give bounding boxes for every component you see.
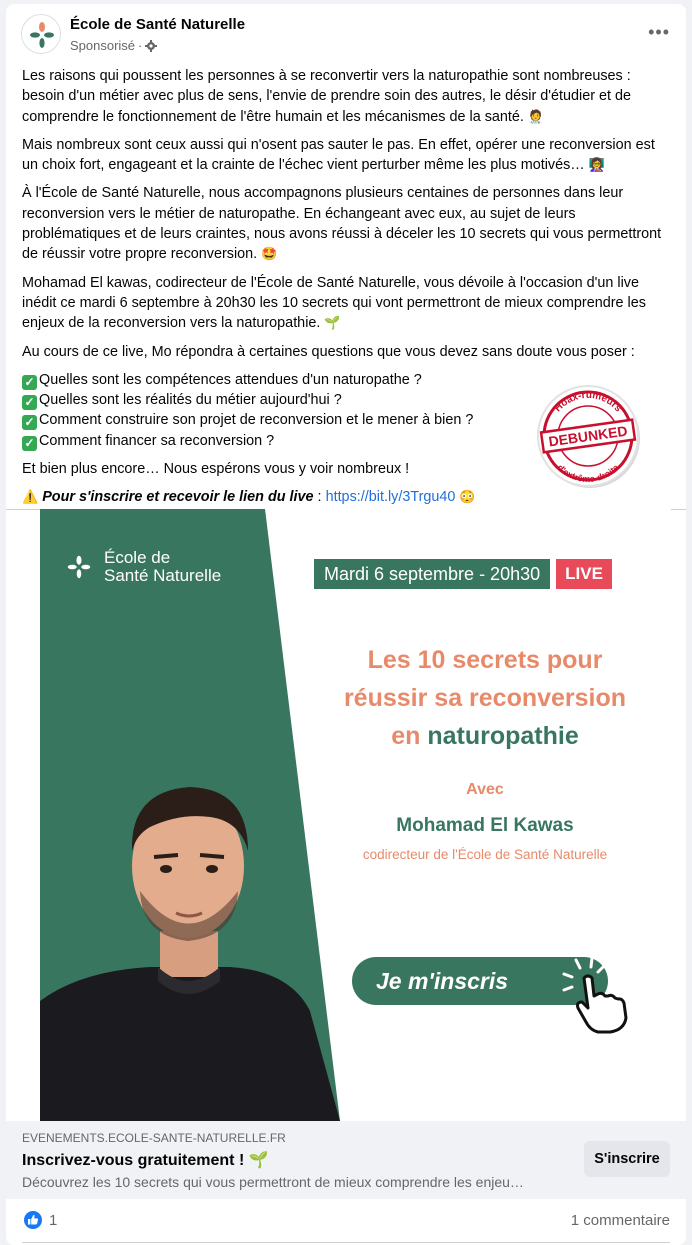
link-domain: EVENEMENTS.ECOLE-SANTE-NATURELLE.FR <box>22 1131 286 1145</box>
pointing-hand-icon <box>558 954 640 1036</box>
question-text: Quelles sont les compétences attendues d'un naturopathe ? <box>39 371 422 388</box>
person-emoji-icon: 🧑‍⚕️ <box>527 108 545 124</box>
page-name[interactable]: École de Santé Naturelle <box>70 16 246 33</box>
page-avatar[interactable] <box>21 14 61 54</box>
headline-line: Les 10 secrets pour <box>367 646 603 674</box>
seedling-emoji-icon: 🌱 <box>324 315 341 331</box>
sponsored-label[interactable]: Sponsorisé <box>70 38 136 53</box>
question-text: Comment financer sa reconversion ? <box>39 432 275 449</box>
post-paragraph <box>22 183 674 264</box>
more-options-icon[interactable]: ••• <box>648 22 670 42</box>
ad-brand-text <box>104 549 244 585</box>
cta-signup-button[interactable]: Je m'inscris <box>352 957 608 1005</box>
post-meta <box>70 38 157 53</box>
post-paragraph <box>22 273 674 334</box>
signup-button[interactable]: S'inscrire <box>584 1141 670 1177</box>
event-date <box>314 559 612 589</box>
ad-brand <box>64 549 244 585</box>
paragraph-text: Mohamad El kawas, codirecteur de l'École de Santé Naturelle, vous dévoile à l'occasion d'un live inédit ce mardi 6 septembre à 20h30 les 10 secrets qui vont permettront de mieux comprendre les enjeux de la reconversion vers la naturopathie. <box>22 274 646 332</box>
event-date-text: Mardi 6 septembre - 20h30 <box>314 559 550 589</box>
paragraph-text: À l'École de Santé Naturelle, nous accompagnons plusieurs centaines de personnes dans leur reconversion vers le métier de naturopathe. En échangeant avec eux, au sujet de leurs problématiques et de leurs craintes, nous avons réussi à déceler les 10 secrets qui vous permettront de réussir votre propre reconversion. <box>22 185 662 263</box>
link-title[interactable] <box>22 1150 269 1170</box>
person-emoji-icon: 👩‍🏫 <box>588 157 605 173</box>
question-text: Comment construire son projet de reconversion et le mener à bien ? <box>39 412 474 429</box>
closing-paragraph: Et bien plus encore… Nous espérons vous y voir nombreux ! <box>22 461 410 478</box>
stamp-center-text: DEBUNKED <box>547 422 629 450</box>
debunked-stamp <box>532 380 644 492</box>
warning-icon: ⚠️ <box>22 489 39 505</box>
signup-separator: : <box>313 489 326 506</box>
avec-label: Avec <box>466 781 504 798</box>
question-item <box>22 433 274 449</box>
leaf-logo-icon <box>64 552 94 582</box>
question-item <box>22 372 422 388</box>
thumbs-up-icon <box>24 1211 42 1229</box>
speaker-photo <box>40 771 340 1121</box>
seedling-emoji-icon: 🌱 <box>248 1152 269 1169</box>
link-title-text: Inscrivez-vous gratuitement ! <box>22 1152 245 1169</box>
headline-line <box>320 717 650 755</box>
signup-link[interactable]: https://bit.ly/3Trgu40 <box>325 489 456 506</box>
headline-green: naturopathie <box>427 722 579 750</box>
headline-line: réussir sa reconversion <box>343 684 627 712</box>
question-text: Quelles sont les réalités du métier aujourd'hui ? <box>39 392 342 409</box>
post-paragraph <box>22 135 674 176</box>
leaf-logo-icon <box>22 15 62 55</box>
paragraph-text: Les raisons qui poussent les personnes à se reconvertir vers la naturopathie sont nombreuses : besoin d'un métier avec plus de sens, l'envie de prendre soin des autres, le désir d'étudier et de comprendre le fonctionnement de l'être humain et les mécanismes de la santé. <box>22 68 632 125</box>
check-icon: ✓ <box>22 415 37 430</box>
speaker-role: codirecteur de l'École de Santé Naturelle <box>362 847 608 862</box>
ad-image[interactable] <box>40 509 671 1121</box>
speaker-name: Mohamad El Kawas <box>396 815 574 836</box>
check-icon: ✓ <box>22 375 37 390</box>
question-item <box>22 392 342 408</box>
comment-count[interactable]: 1 commentaire <box>570 1212 670 1229</box>
brand-line: Santé Naturelle <box>104 566 222 585</box>
reactions-bar <box>6 1199 686 1245</box>
link-description: Découvrez les 10 secrets qui vous permettront de mieux comprendre les enjeu… <box>22 1174 524 1190</box>
ad-headline <box>320 641 650 755</box>
sponsored-post-card <box>6 4 686 1245</box>
check-icon: ✓ <box>22 395 37 410</box>
divider <box>22 1242 670 1243</box>
post-paragraph <box>22 66 674 127</box>
paragraph-text: Mais nombreux sont ceux aussi qui n'osent pas sauter le pas. En effet, opérer une reconversion est un choix fort, engageant et la crainte de l'échec vient perturber même les plus motivés… <box>22 136 655 174</box>
post-paragraph <box>22 342 674 362</box>
post-header <box>6 4 686 62</box>
stamp-bottom-text: d'extrême-droite <box>555 462 621 485</box>
link-preview[interactable] <box>6 1121 686 1199</box>
signup-prefix: Pour s'inscrire et recevoir le lien du live <box>42 489 314 506</box>
gear-icon <box>145 40 157 52</box>
question-item <box>22 412 473 428</box>
meta-separator: · <box>138 38 143 53</box>
like-count[interactable]: 1 <box>49 1212 58 1229</box>
brand-line: École de <box>104 548 171 567</box>
like-icon[interactable] <box>24 1211 42 1229</box>
check-icon: ✓ <box>22 436 37 451</box>
live-badge: LIVE <box>556 559 612 589</box>
headline-en: en <box>391 722 421 750</box>
flushed-emoji-icon: 😳 <box>459 489 476 505</box>
star-eyes-emoji-icon: 🤩 <box>261 246 278 262</box>
paragraph-text: Au cours de ce live, Mo répondra à certaines questions que vous devez sans doute vous poser : <box>22 343 635 360</box>
stamp-top-text: Hoax-rumeurs <box>552 389 624 415</box>
